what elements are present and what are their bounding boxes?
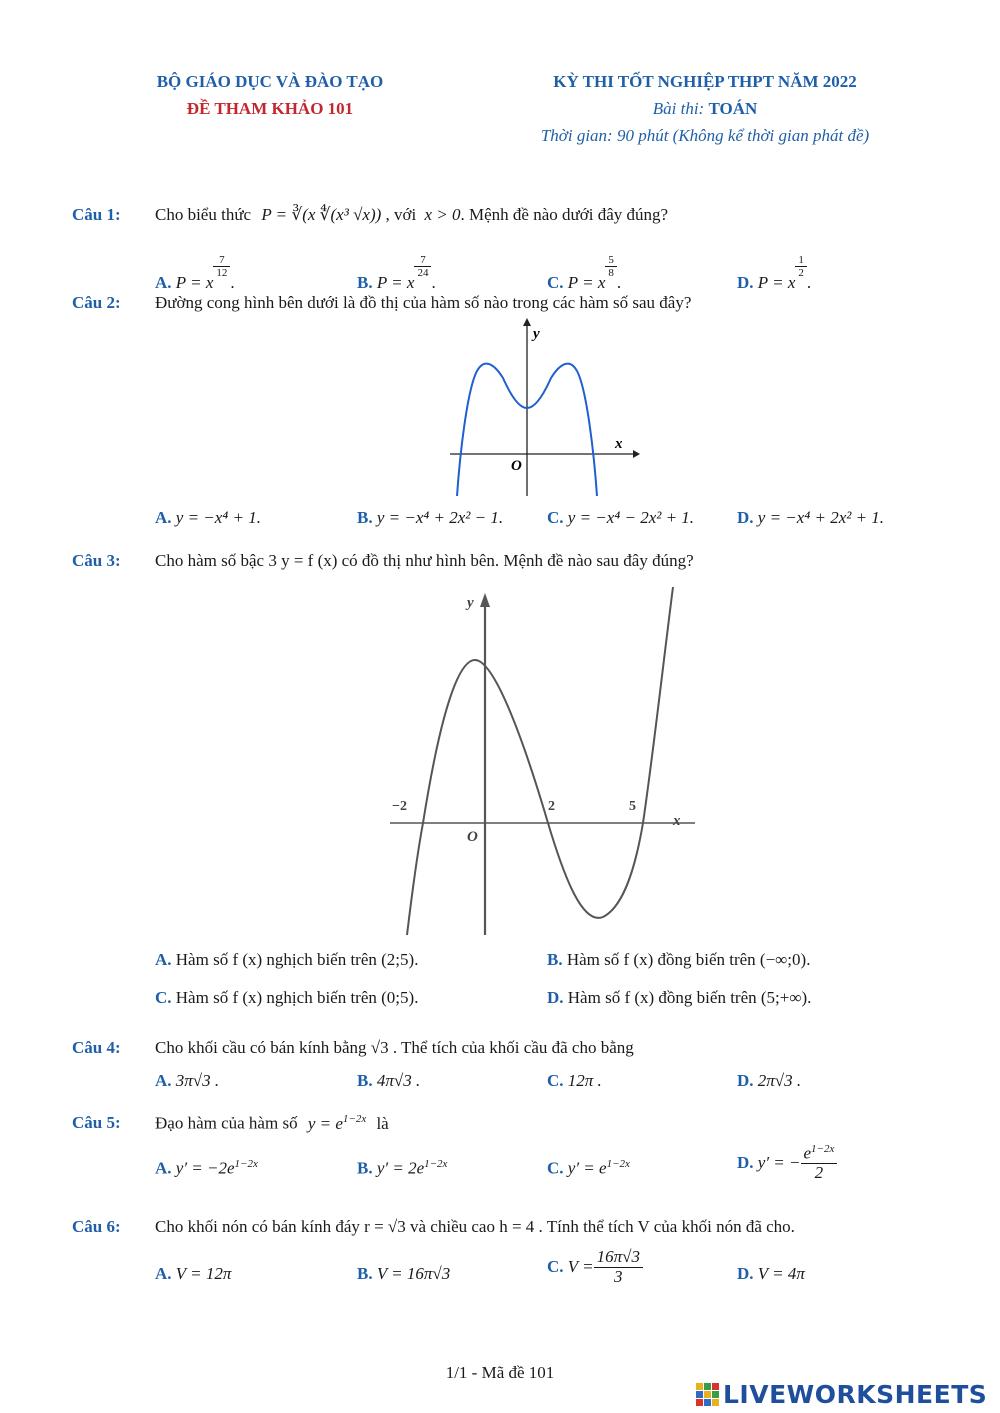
q2-option-a[interactable] (155, 508, 261, 528)
exp-numerator: 7 (213, 254, 230, 267)
liveworksheets-logo (696, 1380, 996, 1410)
question-4-text: Cho khối cầu có bán kính bằng √3 . Thể tích của khối cầu đã cho bằng (155, 1038, 634, 1057)
fraction-numerator: 16π√3 (594, 1248, 643, 1268)
option-label: A. (155, 950, 172, 969)
exp-numerator: 5 (605, 254, 617, 267)
option-label: B. (357, 273, 373, 293)
origin-label: O (511, 458, 522, 474)
question-label: Câu 2: (72, 293, 121, 312)
option-label: C. (547, 1158, 564, 1178)
q3-graph (385, 585, 705, 937)
tick-label-2: 2 (548, 799, 555, 814)
option-label: C. (547, 1071, 564, 1090)
y-axis-arrow (480, 593, 490, 607)
option-base: P = x (175, 273, 214, 293)
exam-code: ĐỀ THAM KHẢO 101 (186, 99, 354, 118)
q1-option-a[interactable] (155, 254, 235, 293)
option-label: D. (737, 1153, 754, 1173)
option-base: P = x (757, 273, 796, 293)
option-exponent: 1−2x (234, 1158, 258, 1170)
liveworksheets-brand: LIVEWORKSHEETS (723, 1380, 988, 1409)
option-text: Hàm số f (x) đồng biến trên (5;+∞). (567, 988, 812, 1007)
q5-text-before: Đạo hàm của hàm số (155, 1113, 298, 1133)
q4-option-a[interactable] (155, 1071, 219, 1091)
option-text: y = −x⁴ + 2x² + 1. (757, 508, 885, 527)
option-exponent: 1−2x (424, 1158, 448, 1170)
q5-text-after: là (376, 1113, 389, 1133)
option-text: y = −x⁴ − 2x² + 1. (567, 508, 695, 527)
y-axis-arrow (523, 318, 531, 326)
question-label: Câu 3: (72, 551, 121, 570)
option-label: A. (155, 508, 172, 527)
cubic-curve (407, 587, 673, 935)
option-base: y′ = −2e (175, 1158, 235, 1178)
tick-label-minus-2: −2 (392, 799, 407, 814)
option-base: y′ = 2e (376, 1158, 425, 1178)
q1-text-mid: , với (385, 205, 417, 224)
option-tail: . (616, 273, 622, 293)
option-label: D. (737, 508, 754, 527)
y-axis-label: y (533, 326, 540, 342)
exam-subject (505, 99, 905, 119)
q2-option-b[interactable] (357, 508, 503, 528)
q3-option-b[interactable] (547, 950, 810, 970)
option-text: Hàm số f (x) nghịch biến trên (2;5). (175, 950, 419, 969)
option-label: B. (357, 508, 373, 527)
question-2-text: Đường cong hình bên dưới là đồ thị của hàm số nào trong các hàm số sau đây? (155, 293, 692, 312)
ministry-name: BỘ GIÁO DỤC VÀ ĐÀO TẠO (156, 72, 384, 91)
question-6-text: Cho khối nón có bán kính đáy r = √3 và chiều cao h = 4 . Tính thể tích V của khối nón đã cho. (155, 1217, 795, 1236)
fraction-numerator-exponent: 1−2x (811, 1143, 835, 1155)
q5-expr-base: y = e (307, 1113, 343, 1133)
exp-denominator: 8 (608, 267, 614, 280)
question-5-text (155, 1113, 389, 1134)
tick-label-5: 5 (629, 799, 636, 814)
option-label: A. (155, 273, 172, 293)
q5-option-d[interactable] (737, 1143, 837, 1183)
option-tail: . (230, 273, 235, 293)
q6-option-c[interactable] (547, 1248, 643, 1286)
q1-text-before: Cho biểu thức (155, 205, 252, 224)
x-axis-label: x (615, 436, 623, 452)
q4-option-b[interactable] (357, 1071, 420, 1091)
liveworksheets-logo-icon (696, 1383, 720, 1407)
q4-option-d[interactable] (737, 1071, 801, 1091)
option-text: 2π√3 . (757, 1071, 802, 1090)
fraction-denominator: 3 (614, 1266, 623, 1286)
exam-title: KỲ THI TỐT NGHIỆP THPT NĂM 2022 (553, 72, 857, 91)
question-1-text (155, 205, 668, 225)
exp-numerator: 7 (414, 254, 431, 267)
fraction-denominator: 2 (814, 1163, 824, 1183)
question-3-text: Cho hàm số bậc 3 y = f (x) có đồ thị như hình bên. Mệnh đề nào sau đây đúng? (155, 551, 694, 570)
option-text: 12π . (567, 1071, 602, 1090)
option-base: y′ = e (567, 1158, 607, 1178)
option-base: P = x (567, 273, 606, 293)
option-text: y = −x⁴ + 2x² − 1. (376, 508, 504, 527)
q1-option-c[interactable] (547, 254, 621, 293)
subject-name: TOÁN (708, 99, 758, 118)
exp-numerator: 1 (795, 254, 807, 267)
exam-duration: Thời gian: 90 phút (Không kể thời gian phát đề) (540, 126, 870, 145)
q5-option-b[interactable] (357, 1158, 447, 1179)
option-label: C. (155, 988, 172, 1007)
option-exponent: 1−2x (606, 1158, 630, 1170)
option-tail: . (806, 273, 812, 293)
x-axis-arrow (633, 450, 640, 458)
option-base: V = (567, 1257, 594, 1277)
x-axis-label: x (673, 813, 681, 829)
page-footer: 1/1 - Mã đề 101 (445, 1363, 555, 1382)
option-label: D. (547, 988, 564, 1007)
q2-graph (445, 318, 640, 498)
option-text: Hàm số f (x) nghịch biến trên (0;5). (175, 988, 419, 1007)
option-text: 4π√3 . (376, 1071, 421, 1090)
q1-condition: x > 0 (424, 205, 461, 224)
q2-option-d[interactable] (737, 508, 884, 528)
option-text: V = 16π√3 (376, 1264, 451, 1283)
q2-option-c[interactable] (547, 508, 694, 528)
option-text: V = 12π (175, 1264, 232, 1283)
q5-option-c[interactable] (547, 1158, 630, 1179)
option-label: B. (357, 1158, 373, 1178)
q6-option-a[interactable] (155, 1264, 231, 1284)
q1-option-d[interactable] (737, 254, 811, 293)
option-label: D. (737, 1071, 754, 1090)
option-text: Hàm số f (x) đồng biến trên (−∞;0). (566, 950, 811, 969)
option-label: B. (547, 950, 563, 969)
subject-prefix: Bài thi: (652, 99, 709, 118)
option-label: B. (357, 1264, 373, 1283)
option-label: D. (737, 273, 754, 293)
question-label: Câu 5: (72, 1113, 121, 1132)
option-base: y′ = − (757, 1153, 801, 1173)
option-base: P = x (376, 273, 415, 293)
option-label: C. (547, 1257, 564, 1277)
q6-option-d[interactable] (737, 1264, 805, 1284)
option-label: A. (155, 1071, 172, 1090)
option-text: y = −x⁴ + 1. (175, 508, 261, 527)
question-label: Câu 4: (72, 1038, 121, 1057)
option-label: A. (155, 1158, 172, 1178)
option-label: A. (155, 1264, 172, 1283)
option-label: B. (357, 1071, 373, 1090)
q5-option-a[interactable] (155, 1158, 258, 1179)
option-label: C. (547, 273, 564, 293)
q1-expression: P = ∛(x ∜(x³ √x)) (261, 205, 382, 224)
origin-label: O (467, 829, 478, 845)
option-label: D. (737, 1264, 754, 1283)
q1-option-b[interactable] (357, 254, 436, 293)
q3-option-d[interactable] (547, 988, 811, 1008)
option-text: 3π√3 . (175, 1071, 220, 1090)
option-label: C. (547, 508, 564, 527)
q3-option-a[interactable] (155, 950, 418, 970)
q3-option-c[interactable] (155, 988, 418, 1008)
q5-expr-exponent: 1−2x (342, 1113, 367, 1125)
option-text: V = 4π (757, 1264, 805, 1283)
option-tail: . (431, 273, 436, 293)
y-axis-label: y (467, 595, 474, 611)
q4-option-c[interactable] (547, 1071, 602, 1091)
q1-text-after: . Mệnh đề nào dưới đây đúng? (460, 205, 669, 224)
exp-denominator: 2 (798, 267, 804, 280)
question-label: Câu 1: (72, 205, 121, 224)
exp-denominator: 24 (417, 267, 429, 280)
question-label: Câu 6: (72, 1217, 121, 1236)
q6-option-b[interactable] (357, 1264, 450, 1284)
fraction-numerator-base: e (803, 1143, 812, 1163)
exp-denominator: 12 (216, 267, 228, 280)
